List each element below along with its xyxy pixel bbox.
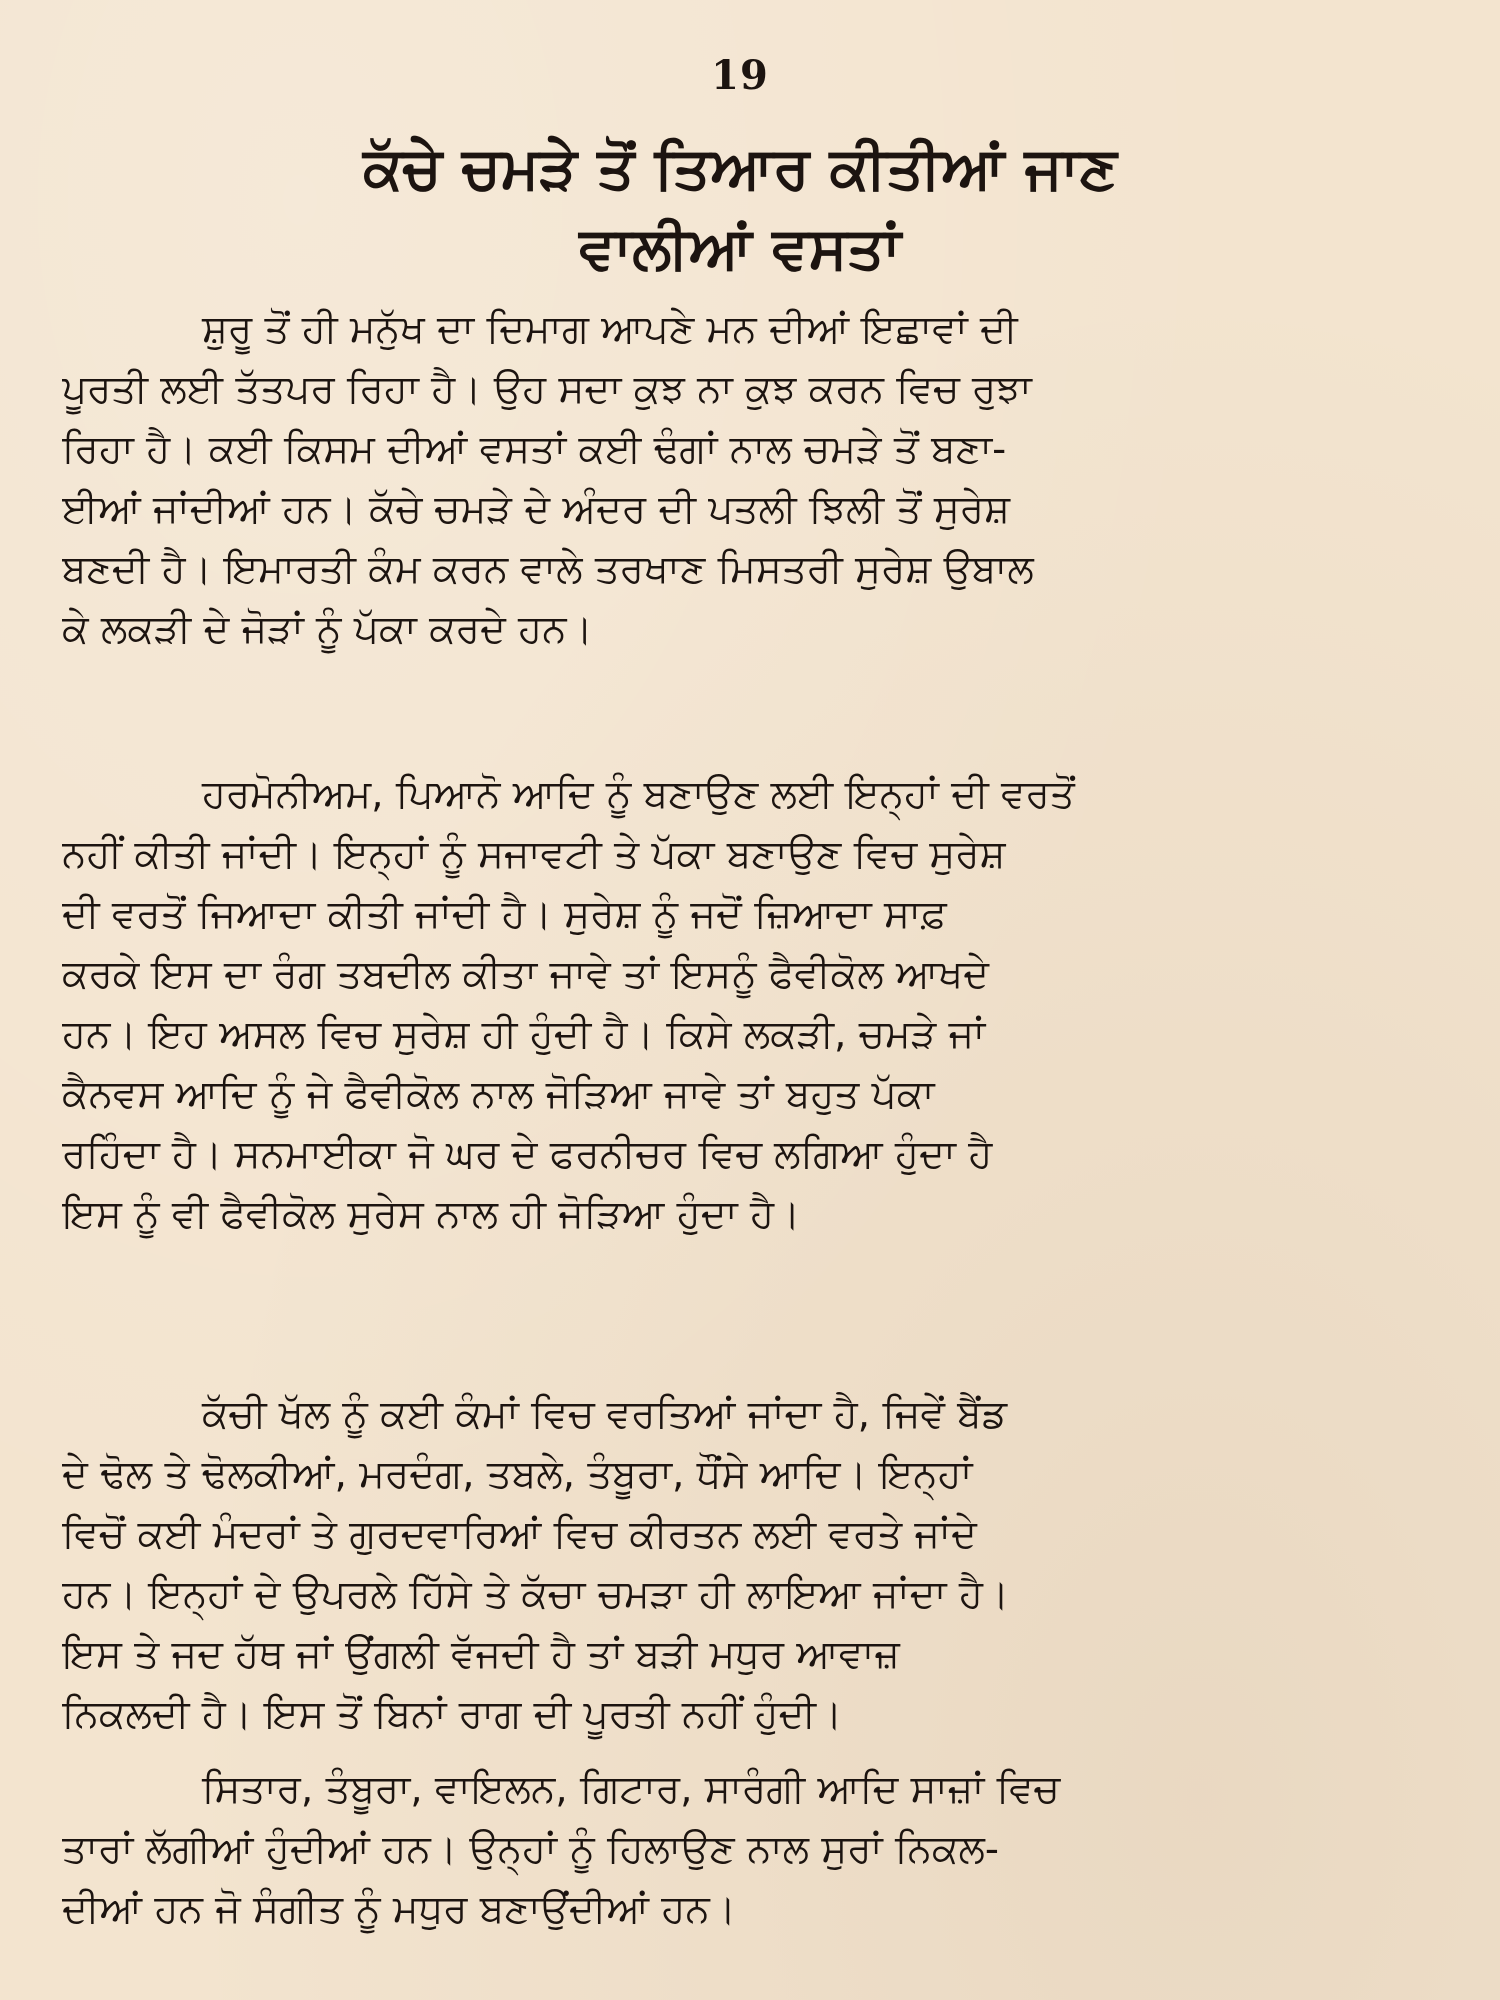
text-line: ਨਿਕਲਦੀ ਹੈ। ਇਸ ਤੋਂ ਬਿਨਾਂ ਰਾਗ ਦੀ ਪੂਰਤੀ ਨਹੀਂ ਹੁੰਦੀ। [62, 1692, 843, 1737]
paragraph-spacer [62, 1745, 1442, 1760]
title-line: ਕੱਚੇ ਚਮੜੇ ਤੋਂ ਤਿਆਰ ਕੀਤੀਆਂ ਜਾਣ [363, 134, 1117, 202]
title-line: ਵਾਲੀਆਂ ਵਸਤਾਂ [579, 214, 901, 282]
text-line: ਇਸ ਤੇ ਜਦ ਹੱਥ ਜਾਂ ਉਂਗਲੀ ਵੱਜਦੀ ਹੈ ਤਾਂ ਬੜੀ ਮਧੁਰ ਆਵਾਜ਼ [62, 1632, 900, 1677]
text-line: ਤਾਰਾਂ ਲੱਗੀਆਂ ਹੁੰਦੀਆਂ ਹਨ। ਉਨ੍ਹਾਂ ਨੂੰ ਹਿਲਾਉਣ ਨਾਲ ਸੁਰਾਂ ਨਿਕਲ- [62, 1827, 999, 1872]
paragraph-4 [62, 1760, 1442, 1940]
page-title [60, 128, 1420, 288]
paragraph-1 [62, 300, 1442, 660]
text-line: ਪੂਰਤੀ ਲਈ ਤੱਤਪਰ ਰਿਹਾ ਹੈ। ਉਹ ਸਦਾ ਕੁਝ ਨਾ ਕੁਝ ਕਰਨ ਵਿਚ ਰੁਝਾ [62, 367, 1032, 412]
paragraph-spacer [62, 660, 1442, 765]
text-line: ਕੇ ਲਕੜੀ ਦੇ ਜੋੜਾਂ ਨੂੰ ਪੱਕਾ ਕਰਦੇ ਹਨ। [62, 607, 593, 652]
text-line: ਸਿਤਾਰ, ਤੰਬੂਰਾ, ਵਾਇਲਨ, ਗਿਟਾਰ, ਸਾਰੰਗੀ ਆਦਿ ਸਾਜ਼ਾਂ ਵਿਚ [202, 1767, 1060, 1812]
text-line: ਰਹਿੰਦਾ ਹੈ। ਸਨਮਾਈਕਾ ਜੋ ਘਰ ਦੇ ਫਰਨੀਚਰ ਵਿਚ ਲਗਿਆ ਹੁੰਦਾ ਹੈ [62, 1132, 993, 1177]
paragraph-3 [62, 1385, 1442, 1745]
text-line: ਕੈਨਵਸ ਆਦਿ ਨੂੰ ਜੇ ਫੈਵੀਕੋਲ ਨਾਲ ਜੋੜਿਆ ਜਾਵੇ ਤਾਂ ਬਹੁਤ ਪੱਕਾ [62, 1072, 935, 1117]
text-line: ਈਆਂ ਜਾਂਦੀਆਂ ਹਨ। ਕੱਚੇ ਚਮੜੇ ਦੇ ਅੰਦਰ ਦੀ ਪਤਲੀ ਝਿਲੀ ਤੋਂ ਸੁਰੇਸ਼ [62, 487, 1011, 532]
paragraph-spacer [62, 1245, 1442, 1385]
text-line: ਹਨ। ਇਨ੍ਹਾਂ ਦੇ ਉਪਰਲੇ ਹਿੱਸੇ ਤੇ ਕੱਚਾ ਚਮੜਾ ਹੀ ਲਾਇਆ ਜਾਂਦਾ ਹੈ। [62, 1572, 1010, 1617]
text-line: ਹਨ। ਇਹ ਅਸਲ ਵਿਚ ਸੁਰੇਸ਼ ਹੀ ਹੁੰਦੀ ਹੈ। ਕਿਸੇ ਲਕੜੀ, ਚਮੜੇ ਜਾਂ [62, 1012, 986, 1057]
text-line: ਦੇ ਢੋਲ ਤੇ ਢੋਲਕੀਆਂ, ਮਰਦੰਗ, ਤਬਲੇ, ਤੰਬੂਰਾ, ਧੌਂਸੇ ਆਦਿ। ਇਨ੍ਹਾਂ [62, 1452, 973, 1497]
text-line: ਕੱਚੀ ਖੱਲ ਨੂੰ ਕਈ ਕੰਮਾਂ ਵਿਚ ਵਰਤਿਆਂ ਜਾਂਦਾ ਹੈ, ਜਿਵੇਂ ਬੈਂਡ [202, 1392, 1007, 1437]
text-line: ਹਰਮੋਨੀਅਮ, ਪਿਆਨੋ ਆਦਿ ਨੂੰ ਬਣਾਉਣ ਲਈ ਇਨ੍ਹਾਂ ਦੀ ਵਰਤੋਂ [202, 772, 1075, 817]
page-number: 19 [711, 52, 769, 99]
text-line: ਸ਼ੁਰੂ ਤੋਂ ਹੀ ਮਨੁੱਖ ਦਾ ਦਿਮਾਗ ਆਪਣੇ ਮਨ ਦੀਆਂ ਇਛਾਵਾਂ ਦੀ [202, 307, 1018, 352]
text-line: ਬਣਦੀ ਹੈ। ਇਮਾਰਤੀ ਕੰਮ ਕਰਨ ਵਾਲੇ ਤਰਖਾਣ ਮਿਸਤਰੀ ਸੁਰੇਸ਼ ਉਬਾਲ [62, 547, 1034, 592]
text-line: ਰਿਹਾ ਹੈ। ਕਈ ਕਿਸਮ ਦੀਆਂ ਵਸਤਾਂ ਕਈ ਢੰਗਾਂ ਨਾਲ ਚਮੜੇ ਤੋਂ ਬਣਾ- [62, 427, 1007, 472]
paragraph-2 [62, 765, 1442, 1245]
body-text [62, 300, 1442, 1940]
text-line: ਵਿਚੋਂ ਕਈ ਮੰਦਰਾਂ ਤੇ ਗੁਰਦਵਾਰਿਆਂ ਵਿਚ ਕੀਰਤਨ ਲਈ ਵਰਤੇ ਜਾਂਦੇ [62, 1512, 977, 1557]
text-line: ਇਸ ਨੂੰ ਵੀ ਫੈਵੀਕੋਲ ਸੁਰੇਸ ਨਾਲ ਹੀ ਜੋੜਿਆ ਹੁੰਦਾ ਹੈ। [62, 1192, 801, 1237]
text-line: ਨਹੀਂ ਕੀਤੀ ਜਾਂਦੀ। ਇਨ੍ਹਾਂ ਨੂੰ ਸਜਾਵਟੀ ਤੇ ਪੱਕਾ ਬਣਾਉਣ ਵਿਚ ਸੁਰੇਸ਼ [62, 832, 1006, 877]
text-line: ਕਰਕੇ ਇਸ ਦਾ ਰੰਗ ਤਬਦੀਲ ਕੀਤਾ ਜਾਵੇ ਤਾਂ ਇਸਨੂੰ ਫੈਵੀਕੋਲ ਆਖਦੇ [62, 952, 989, 997]
text-line: ਦੀ ਵਰਤੋਂ ਜਿਆਦਾ ਕੀਤੀ ਜਾਂਦੀ ਹੈ। ਸੁਰੇਸ਼ ਨੂੰ ਜਦੋਂ ਜ਼ਿਆਦਾ ਸਾਫ਼ [62, 892, 947, 937]
text-line: ਦੀਆਂ ਹਨ ਜੋ ਸੰਗੀਤ ਨੂੰ ਮਧੁਰ ਬਣਾਉਂਦੀਆਂ ਹਨ। [62, 1887, 737, 1932]
